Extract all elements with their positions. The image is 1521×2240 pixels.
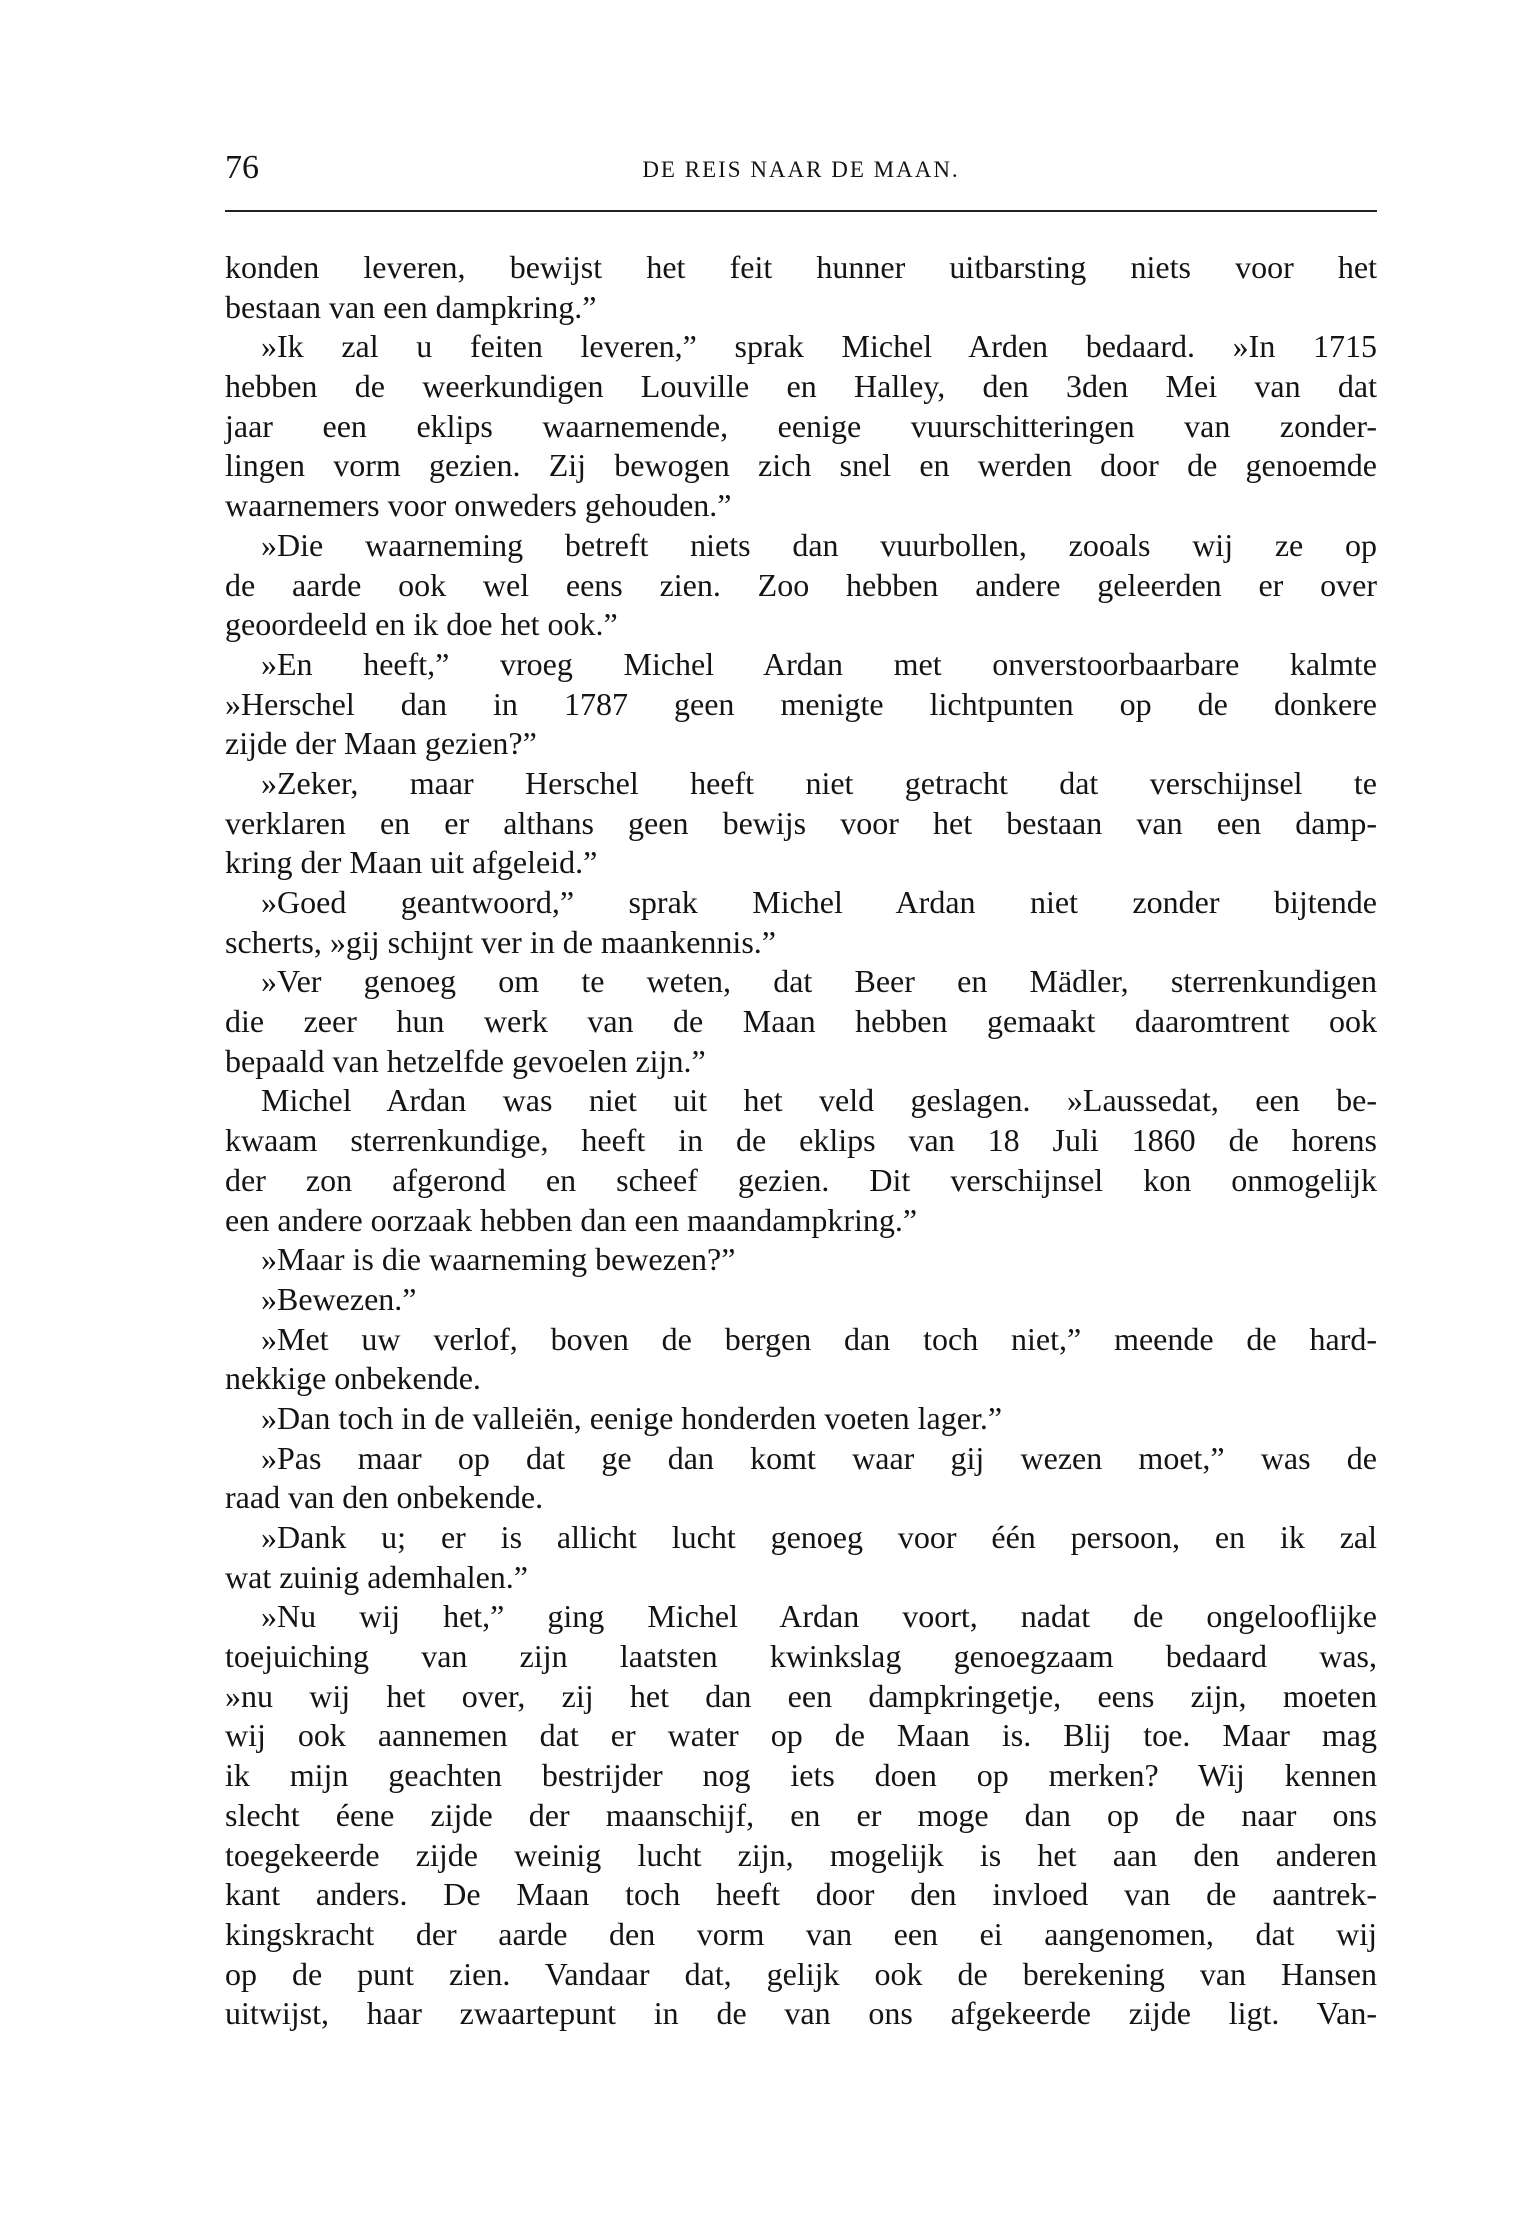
text-line: »En heeft,” vroeg Michel Ardan met onverstoorbaarbare kalmte <box>261 645 1377 682</box>
text-line: »Herschel dan in 1787 geen menigte lichtpunten op de donkere <box>225 685 1377 722</box>
text-line: bepaald van hetzelfde gevoelen zijn.” <box>225 1042 706 1079</box>
text-line: een andere oorzaak hebben dan een maandampkring.” <box>225 1201 918 1238</box>
text-line: wat zuinig ademhalen.” <box>225 1558 528 1595</box>
text-line: konden leveren, bewijst het feit hunner uitbarsting niets voor het <box>225 249 1377 285</box>
text-line: ik mijn geachten bestrijder nog iets doen op merken? Wij kennen <box>225 1757 1377 1794</box>
running-header <box>225 150 1377 186</box>
text-line: bestaan van een dampkring.” <box>225 288 597 325</box>
text-line: uitwijst, haar zwaartepunt in de van ons afgekeerde zijde ligt. Van- <box>225 1995 1377 2032</box>
text-line: hebben de weerkundigen Louville en Halley, den 3den Mei van dat <box>225 368 1377 405</box>
text-line: geoordeeld en ik doe het ook.” <box>225 606 618 643</box>
text-line: »Bewezen.” <box>261 1280 417 1317</box>
text-line: »Dan toch in de valleiën, eenige honderden voeten lager.” <box>261 1399 1003 1436</box>
text-line: toejuiching van zijn laatsten kwinkslag genoegzaam bedaard was, <box>225 1638 1377 1675</box>
text-line: waarnemers voor onweders gehouden.” <box>225 487 732 524</box>
text-line: »Ver genoeg om te weten, dat Beer en Mädler, sterrenkundigen <box>261 963 1377 1000</box>
text-line: slecht éene zijde der maanschijf, en er moge dan op de naar ons <box>225 1796 1377 1833</box>
text-line: toegekeerde zijde weinig lucht zijn, mogelijk is het aan den anderen <box>225 1836 1377 1873</box>
text-line: »Ik zal u feiten leveren,” sprak Michel Arden bedaard. »In 1715 <box>261 328 1377 365</box>
text-line: »Nu wij het,” ging Michel Ardan voort, nadat de ongelooflijke <box>261 1598 1377 1635</box>
text-line: scherts, »gij schijnt ver in de maankennis.” <box>225 923 776 960</box>
text-line: »Goed geantwoord,” sprak Michel Ardan niet zonder bijtende <box>261 884 1377 920</box>
text-line: »Pas maar op dat ge dan komt waar gij wezen moet,” was de <box>261 1439 1377 1476</box>
running-title: DE REIS NAAR DE MAAN. <box>642 157 960 182</box>
text-line: verklaren en er althans geen bewijs voor het bestaan van een damp- <box>225 804 1377 841</box>
text-line: die zeer hun werk van de Maan hebben gemaakt daaromtrent ook <box>225 1003 1377 1040</box>
text-line: »Die waarneming betreft niets dan vuurbollen, zooals wij ze op <box>261 526 1377 563</box>
text-line: kwaam sterrenkundige, heeft in de eklips van 18 Juli 1860 de horens <box>225 1122 1377 1159</box>
text-line: »nu wij het over, zij het dan een dampkringetje, eens zijn, moeten <box>225 1677 1377 1714</box>
text-line: »Dank u; er is allicht lucht genoeg voor één persoon, en ik zal <box>261 1519 1377 1555</box>
text-line: zijde der Maan gezien?” <box>225 725 537 762</box>
header-rule <box>225 210 1377 212</box>
text-line: kingskracht der aarde den vorm van een ei aangenomen, dat wij <box>225 1915 1377 1952</box>
text-line: »Maar is die waarneming bewezen?” <box>261 1241 736 1278</box>
text-line: »Met uw verlof, boven de bergen dan toch niet,” meende de hard- <box>261 1320 1377 1357</box>
text-line: der zon afgerond en scheef gezien. Dit verschijnsel kon onmogelijk <box>225 1161 1377 1198</box>
text-line: kant anders. De Maan toch heeft door den invloed van de aantrek- <box>225 1876 1377 1913</box>
text-line: lingen vorm gezien. Zij bewogen zich snel en werden door de genoemde <box>225 447 1377 484</box>
page-number: 76 <box>225 149 259 186</box>
text-line: raad van den onbekende. <box>225 1479 544 1516</box>
text-line: jaar een eklips waarnemende, eenige vuurschitteringen van zonder- <box>225 407 1377 444</box>
text-line: »Zeker, maar Herschel heeft niet getracht dat verschijnsel te <box>261 764 1377 801</box>
text-line: Michel Ardan was niet uit het veld geslagen. »Laussedat, een be- <box>261 1082 1377 1119</box>
text-line: wij ook aannemen dat er water op de Maan is. Blij toe. Maar mag <box>225 1717 1377 1754</box>
text-line: nekkige onbekende. <box>225 1360 481 1397</box>
text-line: de aarde ook wel eens zien. Zoo hebben andere geleerden er over <box>225 566 1377 603</box>
page-body-text <box>225 248 1377 2034</box>
text-line: kring der Maan uit afgeleid.” <box>225 844 598 881</box>
text-line: op de punt zien. Vandaar dat, gelijk ook de berekening van Hansen <box>225 1955 1377 1992</box>
